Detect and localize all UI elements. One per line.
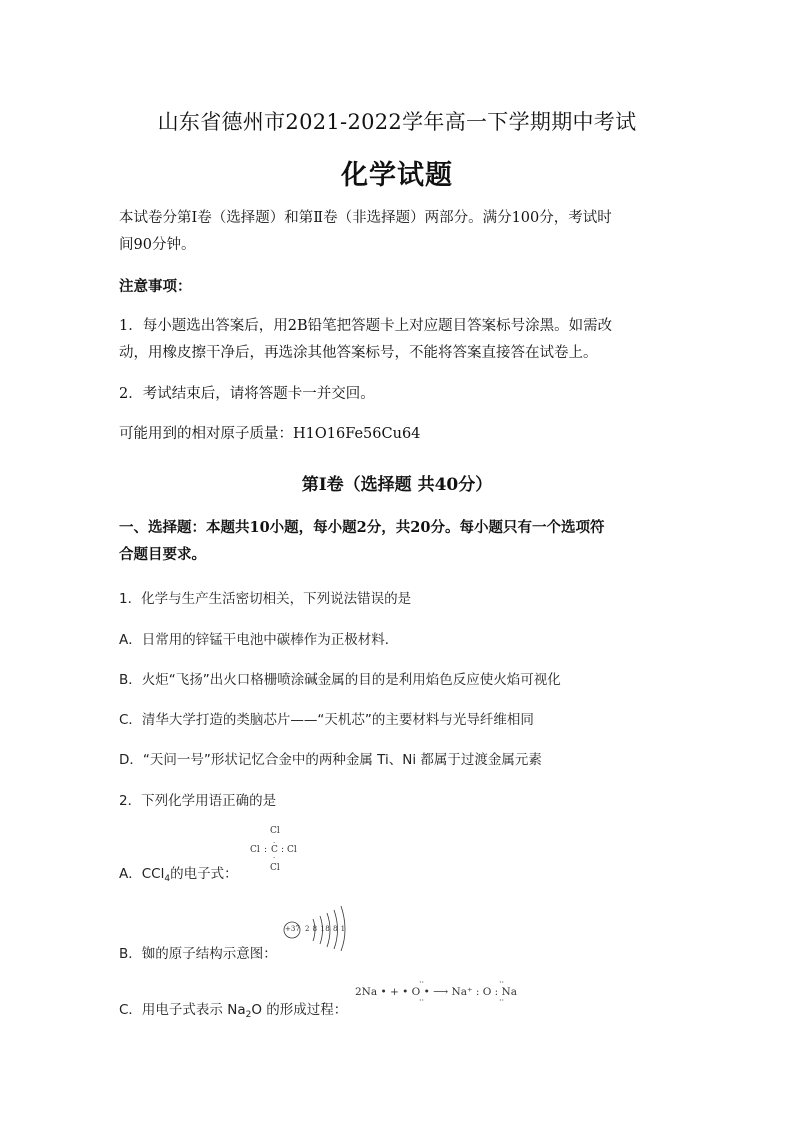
note-2: 2．考试结束后，请将答题卡一并交回。 — [119, 386, 375, 402]
electron-shell-counts: 2 8 18 8 1 — [305, 925, 346, 933]
o-dots-bottom-2: ·· — [499, 996, 505, 1005]
option-c-prefix: C．用电子式表示 Na — [119, 1002, 246, 1018]
note-1-line-1: 1．每小题选出答案后，用2B铅笔把答题卡上对应题目答案标号涂黑。如需改 — [119, 318, 613, 334]
ccl4-left-colon: : — [264, 845, 268, 855]
rubidium-atomic-structure-diagram — [283, 903, 353, 951]
question-1-stem: 1．化学与生产生活密切相关，下列说法错误的是 — [119, 591, 412, 607]
ccl4-dots-bottom: · — [273, 854, 276, 862]
intro-line-1: 本试卷分第Ⅰ卷（选择题）和第Ⅱ卷（非选择题）两部分。满分100分，考试时 — [119, 210, 612, 226]
ccl4-right-cl: Cl — [287, 845, 297, 855]
na2o-formation-formula: 2Na • + • O • ⟶ Na⁺ : O : Na — [355, 986, 518, 998]
o-dots-top-2: ·· — [499, 978, 505, 987]
intro-line-2: 间90分钟。 — [119, 237, 196, 253]
option-a-prefix: A．CCl — [119, 866, 165, 882]
o-dots-bottom-1: ·· — [419, 996, 425, 1005]
option-c-subscript: 2 — [245, 1010, 252, 1020]
ccl4-right-colon: : — [281, 845, 285, 855]
o-dots-top-1: ·· — [419, 978, 425, 987]
note-1-line-2: 动，用橡皮擦干净后，再选涂其他答案标号，不能将答案直接答在试卷上。 — [119, 345, 598, 361]
ccl4-top-cl: Cl — [270, 826, 280, 836]
page-title: 山东省德州市2021-2022学年高一下学期期中考试 — [157, 110, 637, 134]
ccl4-electron-formula — [250, 826, 310, 876]
question-1-option-d: D．“天问一号”形状记忆合金中的两种金属 Ti、Ni 都属于过渡金属元素 — [119, 752, 542, 768]
option-c-suffix: O 的形成过程： — [251, 1002, 348, 1018]
page-subtitle: 化学试题 — [341, 160, 453, 191]
ccl4-left-cl: Cl — [250, 845, 260, 855]
option-a-subscript: 4 — [164, 874, 171, 884]
part-1-line-1: 一、选择题：本题共10小题，每小题2分，共20分。每小题只有一个选项符 — [119, 519, 605, 536]
ccl4-bottom-cl: Cl — [270, 863, 280, 873]
part-1-line-2: 合题目要求。 — [119, 546, 206, 563]
question-2-stem: 2．下列化学用语正确的是 — [119, 793, 277, 809]
option-a-suffix: 的电子式： — [170, 866, 238, 882]
question-1-option-c: C．清华大学打造的类脑芯片——“天机芯”的主要材料与光导纤维相同 — [119, 712, 534, 728]
question-2-option-c — [119, 998, 347, 1020]
question-2-option-a — [119, 862, 238, 884]
question-1-option-a: A．日常用的锌锰干电池中碳棒作为正极材料． — [119, 632, 399, 648]
section-1-heading: 第Ⅰ卷（选择题 共40分） — [301, 475, 493, 495]
nucleus-charge: +37 — [285, 925, 300, 933]
question-2-option-b: B．铷的原子结构示意图： — [119, 946, 277, 962]
ccl4-center-c: C — [271, 845, 278, 855]
notes-heading: 注意事项： — [119, 278, 192, 295]
ccl4-dots-top: · — [273, 839, 276, 847]
atomic-mass-line: 可能用到的相对原子质量：H1O16Fe56Cu64 — [119, 426, 421, 442]
question-1-option-b: B．火炬“飞扬”出火口格栅喷涂碱金属的目的是利用焰色反应使火焰可视化 — [119, 672, 561, 688]
